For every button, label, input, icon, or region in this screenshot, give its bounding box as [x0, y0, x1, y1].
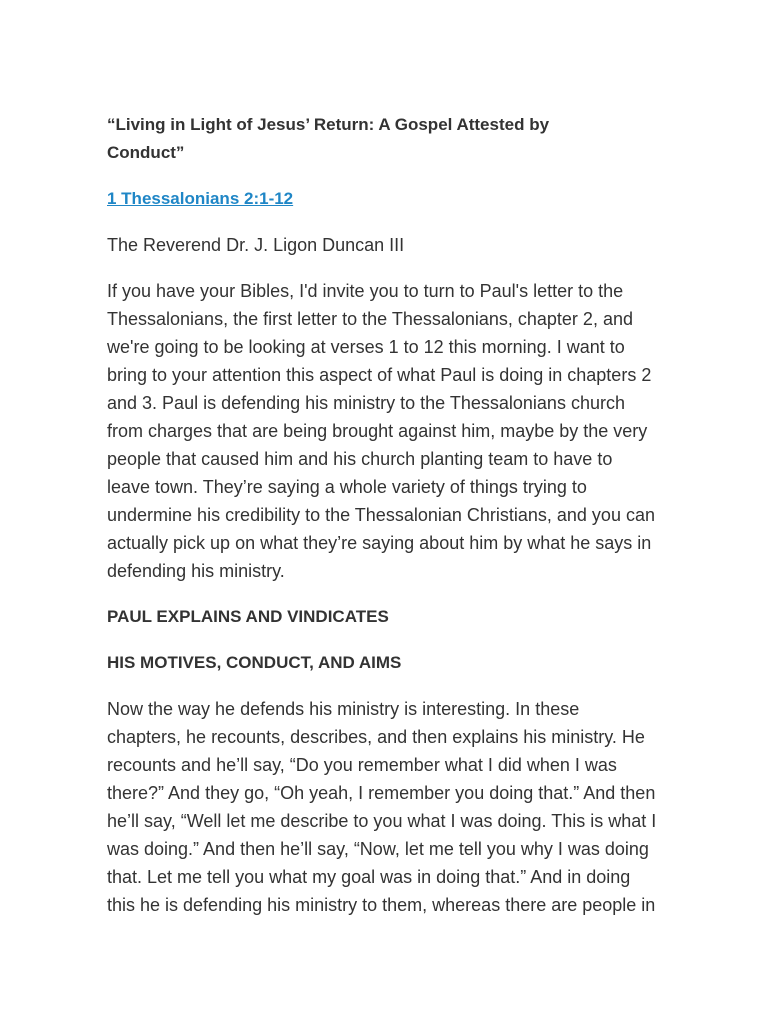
sermon-title: [107, 111, 667, 167]
section-heading: PAUL EXPLAINS AND VINDICATES: [107, 607, 389, 626]
text-line: people that caused him and his church planting team to have to: [107, 449, 613, 469]
document-page: [107, 111, 667, 937]
scripture-reference: [107, 185, 667, 213]
text-line: Thessalonians, the first letter to the Thessalonians, chapter 2, and: [107, 309, 633, 329]
text-line: he’ll say, “Well let me describe to you what I was doing. This is what I: [107, 811, 657, 831]
text-line: was doing.” And then he’ll say, “Now, let me tell you why I was doing: [107, 839, 649, 859]
text-line: chapters, he recounts, describes, and then explains his ministry. He: [107, 727, 645, 747]
title-line: Conduct”: [107, 143, 185, 162]
text-line: defending his ministry.: [107, 561, 285, 581]
text-line: there?” And they go, “Oh yeah, I remember you doing that.” And then: [107, 783, 656, 803]
text-line: bring to your attention this aspect of what Paul is doing in chapters 2: [107, 365, 652, 385]
text-line: Now the way he defends his ministry is interesting. In these: [107, 699, 580, 719]
author-name: The Reverend Dr. J. Ligon Duncan III: [107, 235, 405, 255]
text-line: actually pick up on what they’re saying about him by what he says in: [107, 533, 652, 553]
text-line: that. Let me tell you what my goal was in doing that.” And in doing: [107, 867, 631, 887]
title-line: “Living in Light of Jesus’ Return: A Gospel Attested by: [107, 115, 550, 134]
text-line: undermine his credibility to the Thessalonian Christians, and you can: [107, 505, 655, 525]
paragraph-intro: [107, 277, 667, 585]
text-line: recounts and he’ll say, “Do you remember what I did when I was: [107, 755, 617, 775]
text-line: from charges that are being brought against him, maybe by the very: [107, 421, 648, 441]
scripture-link[interactable]: 1 Thessalonians 2:1-12: [107, 189, 294, 208]
paragraph-defense: [107, 695, 667, 919]
section-subheading: HIS MOTIVES, CONDUCT, AND AIMS: [107, 653, 402, 672]
text-line: leave town. They’re saying a whole variety of things trying to: [107, 477, 587, 497]
text-line: we're going to be looking at verses 1 to 12 this morning. I want to: [107, 337, 625, 357]
text-line: If you have your Bibles, I'd invite you to turn to Paul's letter to the: [107, 281, 624, 301]
text-line: this he is defending his ministry to them, whereas there are people in: [107, 895, 656, 915]
text-line: and 3. Paul is defending his ministry to the Thessalonians church: [107, 393, 625, 413]
